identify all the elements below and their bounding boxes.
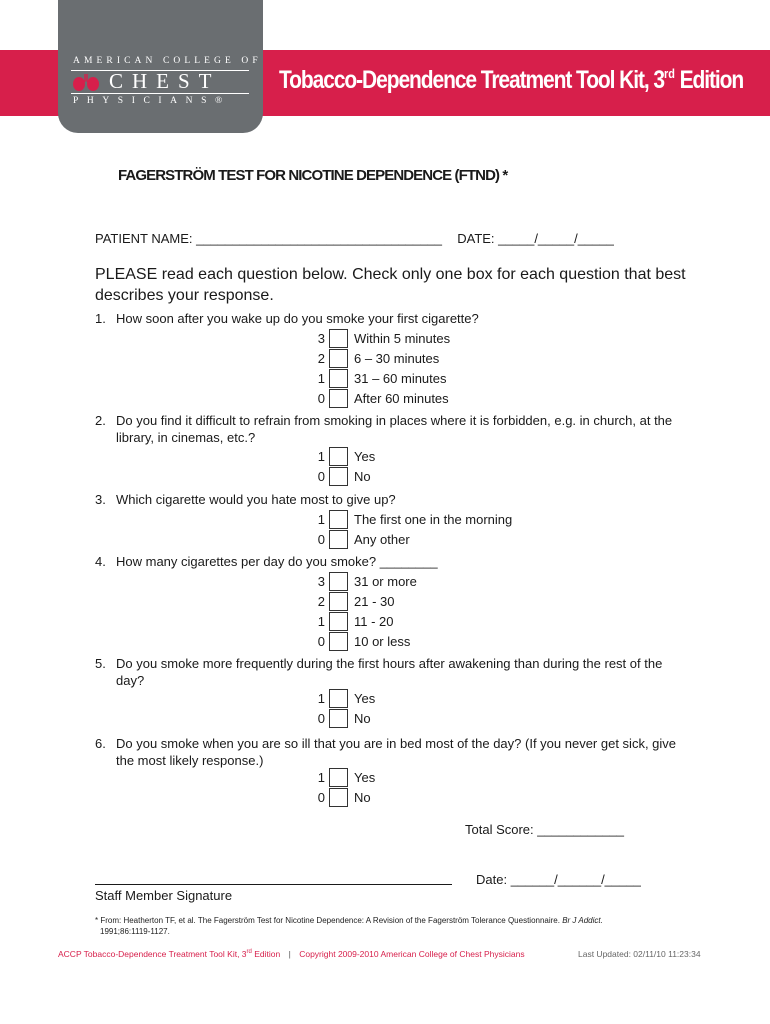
option-checkbox[interactable] bbox=[329, 389, 348, 408]
date-label: DATE: bbox=[457, 231, 495, 246]
question-number: 4. bbox=[95, 554, 106, 569]
option-checkbox[interactable] bbox=[329, 612, 348, 631]
option-label: No bbox=[354, 711, 371, 726]
option-label: No bbox=[354, 790, 371, 805]
option-score: 0 bbox=[317, 532, 325, 547]
toolkit-title: Tobacco-Dependence Treatment Tool Kit, 3rd Edition bbox=[279, 66, 744, 94]
option-checkbox[interactable] bbox=[329, 572, 348, 591]
question-number: 2. bbox=[95, 413, 106, 428]
option-checkbox[interactable] bbox=[329, 369, 348, 388]
option-label: 31 or more bbox=[354, 574, 417, 589]
question-number: 1. bbox=[95, 311, 106, 326]
option-label: Yes bbox=[354, 449, 376, 464]
logo-main-text: CHEST bbox=[109, 69, 221, 93]
option-label: Within 5 minutes bbox=[354, 331, 451, 346]
footnote-text: * From: Heatherton TF, et al. The Fagerström Test for Nicotine Dependence: A Revision of the Fagerström Tolerance Questionnaire. bbox=[95, 916, 563, 925]
option-label: 31 – 60 minutes bbox=[354, 371, 447, 386]
total-score-field[interactable]: ____________ bbox=[537, 822, 625, 837]
footer-toolkit: ACCP Tobacco-Dependence Treatment Tool Kit, 3 bbox=[58, 949, 247, 959]
logo-divider-bottom bbox=[71, 93, 249, 94]
option-score: 1 bbox=[317, 512, 325, 527]
question-text: Do you find it difficult to refrain from smoking in places where it is forbidden, e.g. in church, at the library, in cinemas, etc.? bbox=[116, 413, 673, 445]
option-score: 0 bbox=[317, 469, 325, 484]
question-text: Do you smoke when you are so ill that you are in bed most of the day? (If you never get sick, give the most likely response.) bbox=[116, 736, 677, 768]
option-label: Yes bbox=[354, 770, 376, 785]
footnote bbox=[95, 915, 695, 937]
footnote-journal: Br J Addict. bbox=[562, 916, 603, 925]
question-text: Which cigarette would you hate most to give up? bbox=[116, 492, 396, 507]
signature-date-field[interactable]: ______/______/_____ bbox=[510, 872, 641, 887]
footer-sup: rd bbox=[246, 949, 252, 956]
option-score: 0 bbox=[317, 634, 325, 649]
option-score: 1 bbox=[317, 770, 325, 785]
accp-logo bbox=[58, 0, 263, 133]
page-title: FAGERSTRÖM TEST FOR NICOTINE DEPENDENCE (FTND) * bbox=[118, 167, 508, 184]
question-text: How soon after you wake up do you smoke your first cigarette? bbox=[116, 311, 479, 326]
total-score bbox=[465, 822, 624, 837]
date-field[interactable]: _____/_____/_____ bbox=[498, 231, 614, 246]
footnote-citation: 1991;86:1119-1127. bbox=[100, 927, 170, 936]
option-score: 2 bbox=[317, 594, 325, 609]
logo-bottom-text: PHYSICIANS® bbox=[73, 96, 231, 106]
page-footer bbox=[58, 949, 525, 959]
patient-row bbox=[95, 231, 614, 246]
option-checkbox[interactable] bbox=[329, 349, 348, 368]
option-label: 10 or less bbox=[354, 634, 411, 649]
option-score: 0 bbox=[317, 391, 325, 406]
option-checkbox[interactable] bbox=[329, 768, 348, 787]
option-checkbox[interactable] bbox=[329, 530, 348, 549]
option-score: 0 bbox=[317, 790, 325, 805]
option-label: Any other bbox=[354, 532, 410, 547]
question-text: How many cigarettes per day do you smoke? ________ bbox=[116, 554, 438, 569]
signature-line[interactable] bbox=[95, 884, 452, 885]
instructions: PLEASE read each question below. Check only one box for each question that best describes your response. bbox=[95, 266, 686, 304]
option-checkbox[interactable] bbox=[329, 689, 348, 708]
option-checkbox[interactable] bbox=[329, 632, 348, 651]
patient-name-label: PATIENT NAME: bbox=[95, 231, 193, 246]
option-score: 1 bbox=[317, 614, 325, 629]
option-checkbox[interactable] bbox=[329, 447, 348, 466]
option-label: 11 - 20 bbox=[354, 614, 394, 629]
option-score: 3 bbox=[317, 574, 325, 589]
patient-name-field[interactable]: __________________________________ bbox=[196, 231, 442, 246]
question-number: 6. bbox=[95, 736, 106, 751]
option-label: Yes bbox=[354, 691, 376, 706]
signature-date-label: Date: bbox=[476, 872, 508, 887]
option-score: 1 bbox=[317, 371, 325, 386]
option-checkbox[interactable] bbox=[329, 510, 348, 529]
total-score-label: Total Score: bbox=[465, 822, 534, 837]
lungs-icon bbox=[71, 72, 101, 92]
signature-date bbox=[476, 872, 641, 887]
footer-copyright: Copyright 2009-2010 American College of Chest Physicians bbox=[299, 949, 525, 959]
option-checkbox[interactable] bbox=[329, 467, 348, 486]
footer-edition: Edition bbox=[251, 949, 281, 959]
option-score: 1 bbox=[317, 449, 325, 464]
option-label: After 60 minutes bbox=[354, 391, 449, 406]
option-checkbox[interactable] bbox=[329, 329, 348, 348]
option-checkbox[interactable] bbox=[329, 788, 348, 807]
question-number: 5. bbox=[95, 656, 106, 671]
option-label: 21 - 30 bbox=[354, 594, 395, 609]
option-checkbox[interactable] bbox=[329, 709, 348, 728]
option-score: 3 bbox=[317, 331, 325, 346]
question-text: Do you smoke more frequently during the first hours after awakening than during the rest of the day? bbox=[116, 656, 663, 688]
option-score: 0 bbox=[317, 711, 325, 726]
option-label: The first one in the morning bbox=[354, 512, 513, 527]
option-label: 6 – 30 minutes bbox=[354, 351, 440, 366]
option-checkbox[interactable] bbox=[329, 592, 348, 611]
option-score: 1 bbox=[317, 691, 325, 706]
option-label: No bbox=[354, 469, 371, 484]
logo-top-text: AMERICAN COLLEGE OF bbox=[73, 56, 262, 66]
signature-label: Staff Member Signature bbox=[95, 888, 233, 903]
logo-chest bbox=[71, 69, 249, 93]
footer-separator: | bbox=[288, 949, 291, 959]
question-number: 3. bbox=[95, 492, 106, 507]
last-updated: Last Updated: 02/11/10 11:23:34 bbox=[578, 949, 701, 959]
option-score: 2 bbox=[317, 351, 325, 366]
